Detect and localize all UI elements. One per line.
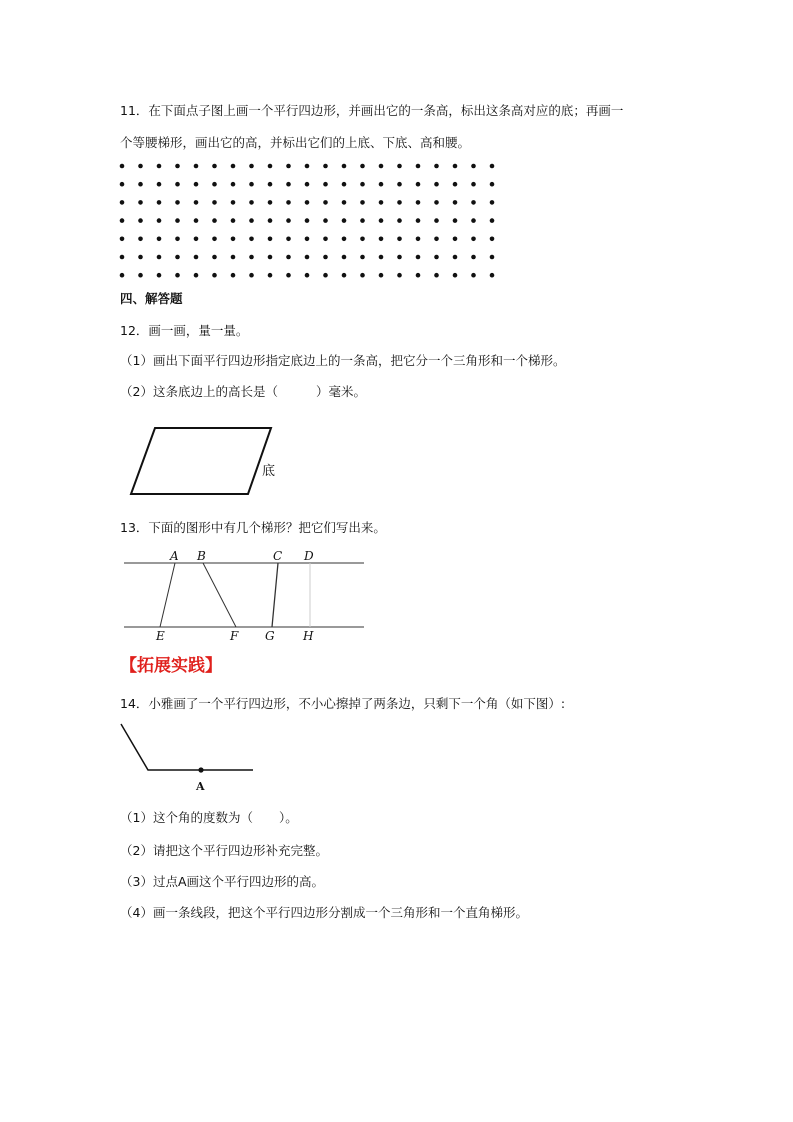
base-label: 底 bbox=[262, 464, 276, 479]
q12-part2-pre: （2）这条底边上的高长是（ bbox=[120, 384, 278, 399]
q13-title: 13．下面的图形中有几个梯形？把它们写出来。 bbox=[120, 520, 386, 535]
label-e: E bbox=[156, 629, 165, 643]
q14-part1-post: ）。 bbox=[278, 810, 298, 825]
q14-part1 bbox=[120, 812, 298, 825]
angle-lines bbox=[121, 724, 253, 770]
q14-part3: （3）过点A画这个平行四边形的高。 bbox=[120, 874, 325, 889]
point-a bbox=[198, 767, 203, 772]
point-a-label: A bbox=[196, 780, 205, 793]
label-c: C bbox=[273, 549, 283, 563]
q11-line1: 11．在下面点子图上画一个平行四边形，并画出它的一条高，标出这条高对应的底；再画一 bbox=[120, 103, 624, 118]
label-a: A bbox=[170, 549, 179, 563]
q14-part4: （4）画一条线段，把这个平行四边形分割成一个三角形和一个直角梯形。 bbox=[120, 905, 528, 920]
label-h: H bbox=[303, 629, 314, 643]
label-g: G bbox=[265, 629, 275, 643]
label-b: B bbox=[197, 549, 206, 563]
label-f: F bbox=[230, 629, 239, 643]
q12-title: 12．画一画，量一量。 bbox=[120, 323, 249, 338]
q14-title: 14．小雅画了一个平行四边形，不小心擦掉了两条边，只剩下一个角（如下图）: bbox=[120, 696, 566, 711]
q14-part1-pre: （1）这个角的度数为（ bbox=[120, 810, 253, 825]
q14-part2: （2）请把这个平行四边形补充完整。 bbox=[120, 843, 328, 858]
section-title: 四、解答题 bbox=[120, 291, 183, 306]
expand-title: 【拓展实践】 bbox=[120, 656, 222, 676]
q11-line2: 个等腰梯形，画出它的高，并标出它们的上底、下底、高和腰。 bbox=[120, 135, 471, 150]
q12-part2-post: ）毫米。 bbox=[315, 384, 366, 399]
q12-part1: （1）画出下面平行四边形指定底边上的一条高，把它分一个三角形和一个梯形。 bbox=[120, 353, 566, 368]
label-d: D bbox=[304, 549, 314, 563]
